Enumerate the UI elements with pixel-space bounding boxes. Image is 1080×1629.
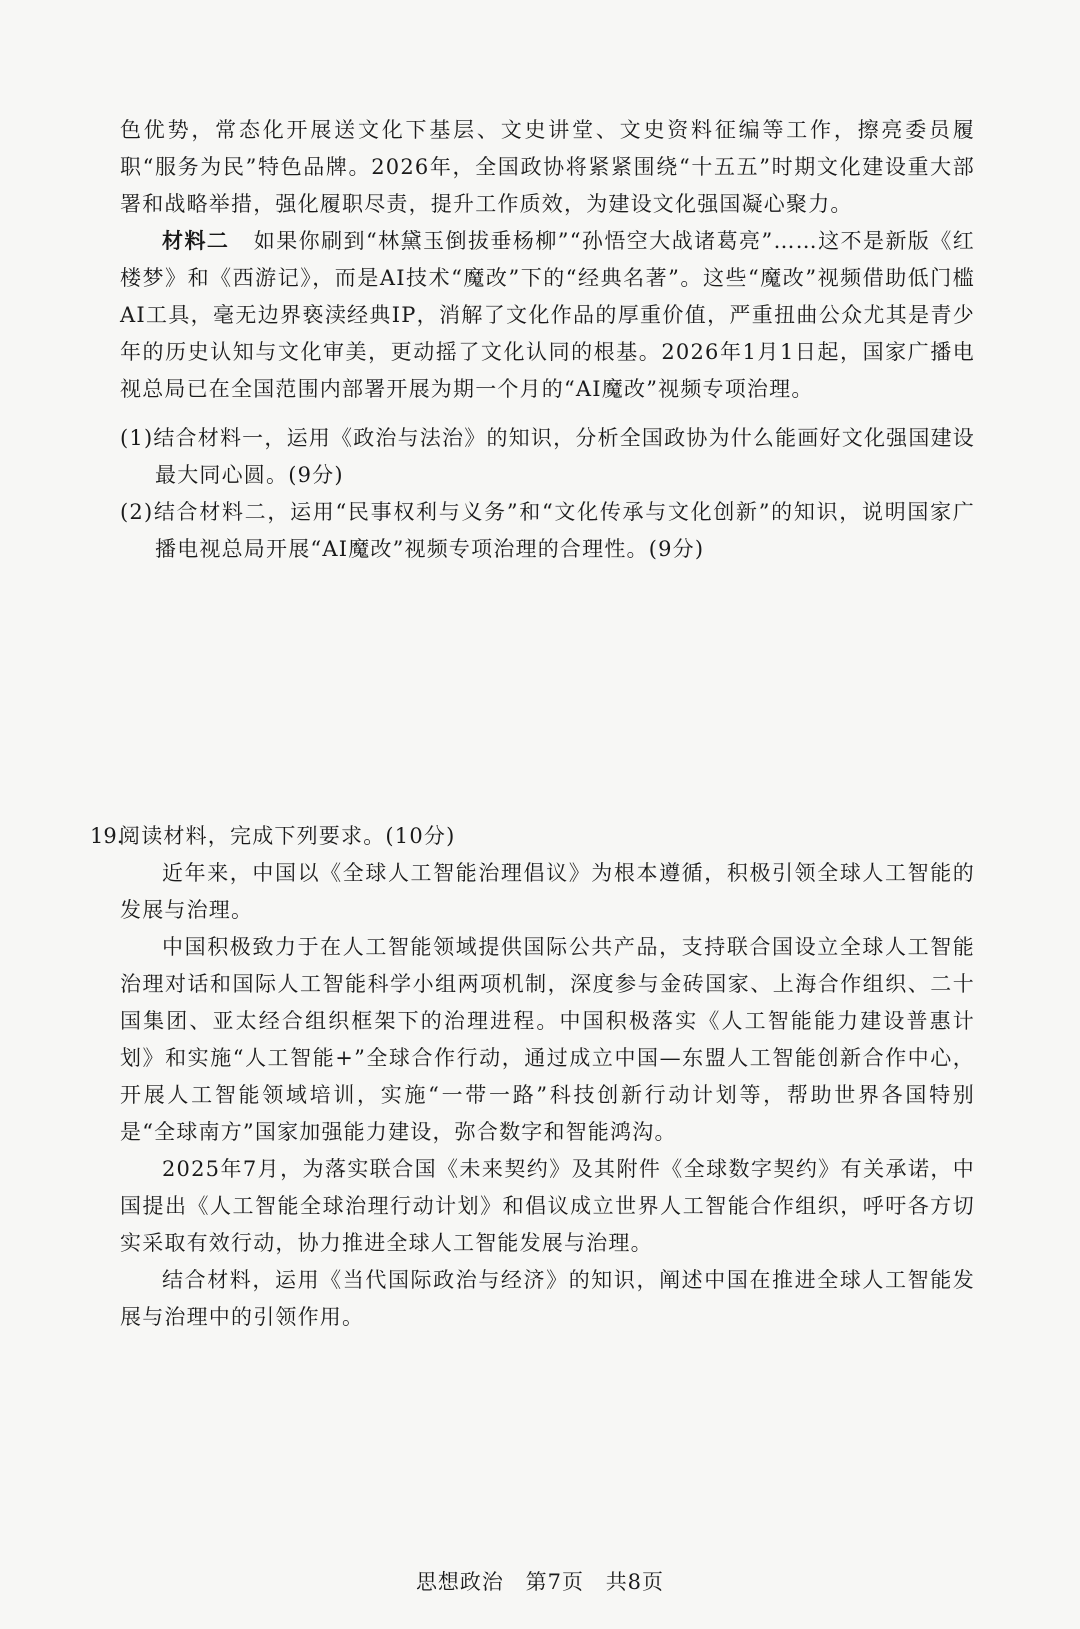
question-18-sub-1: (1)结合材料一，运用《政治与法治》的知识，分析全国政协为什么能画好文化强国建设最大同心圆。(9分) xyxy=(120,426,975,487)
material-two-paragraph xyxy=(120,223,975,408)
material-two-label: 材料二 xyxy=(162,229,230,253)
question-19-task: 结合材料，运用《当代国际政治与经济》的知识，阐述中国在推进全球人工智能发展与治理中的引领作用。 xyxy=(120,1268,975,1329)
page-footer xyxy=(0,1566,1080,1596)
question-19-number: 19. xyxy=(90,824,124,848)
question-19-paragraph-1: 近年来，中国以《全球人工智能治理倡议》为根本遵循，积极引领全球人工智能的发展与治理。 xyxy=(120,861,975,922)
material-two xyxy=(120,223,975,408)
footer-subject: 思想政治 xyxy=(415,1570,504,1594)
footer-page-number: 第7页 xyxy=(525,1570,584,1594)
footer-total-pages: 共8页 xyxy=(605,1570,665,1594)
question-19-paragraph-2: 中国积极致力于在人工智能领域提供国际公共产品，支持联合国设立全球人工智能治理对话和国际人工智能科学小组两项机制，深度参与金砖国家、上海合作组织、二十国集团、亚太经合组织框架下的治理进程。中国积极落实《人工智能能力建设普惠计划》和实施“人工智能+”全球合作行动，通过成立中国—东盟人工智能创新合作中心，开展人工智能领域培训，实施“一带一路”科技创新行动计划等，帮助世界各国特别是“全球南方”国家加强能力建设，弥合数字和智能鸿沟。 xyxy=(120,935,975,1144)
material-one-text: 色优势，常态化开展送文化下基层、文史讲堂、文史资料征编等工作，擦亮委员履职“服务为民”特色品牌。2026年，全国政协将紧紧围绕“十五五”时期文化建设重大部署和战略举措，强化履职尽责，提升工作质效，为建设文化强国凝心聚力。 xyxy=(120,118,975,216)
material-one-continuation xyxy=(120,112,975,223)
question-19 xyxy=(120,818,975,1336)
material-two-text: 如果你刷到“林黛玉倒拔垂杨柳”“孙悟空大战诸葛亮”……这不是新版《红楼梦》和《西游记》，而是AI技术“魔改”下的“经典名著”。这些“魔改”视频借助低门槛AI工具，毫无边界亵渎经典IP，消解了文化作品的厚重价值，严重扭曲公众尤其是青少年的历史认知与文化审美，更动摇了文化认同的根基。2026年1月1日起，国家广播电视总局已在全国范围内部署开展为期一个月的“AI魔改”视频专项治理。 xyxy=(120,229,975,401)
question-19-stem: 阅读材料，完成下列要求。(10分) xyxy=(119,824,456,848)
question-19-paragraph-3: 2025年7月，为落实联合国《未来契约》及其附件《全球数字契约》有关承诺，中国提出《人工智能全球治理行动计划》和倡议成立世界人工智能合作组织，呼吁各方切实采取有效行动，协力推进全球人工智能发展与治理。 xyxy=(120,1157,975,1255)
question-18-sub-2: (2)结合材料二，运用“民事权利与义务”和“文化传承与文化创新”的知识，说明国家广播电视总局开展“AI魔改”视频专项治理的合理性。(9分) xyxy=(120,500,975,561)
question-18-subquestions xyxy=(120,420,975,568)
